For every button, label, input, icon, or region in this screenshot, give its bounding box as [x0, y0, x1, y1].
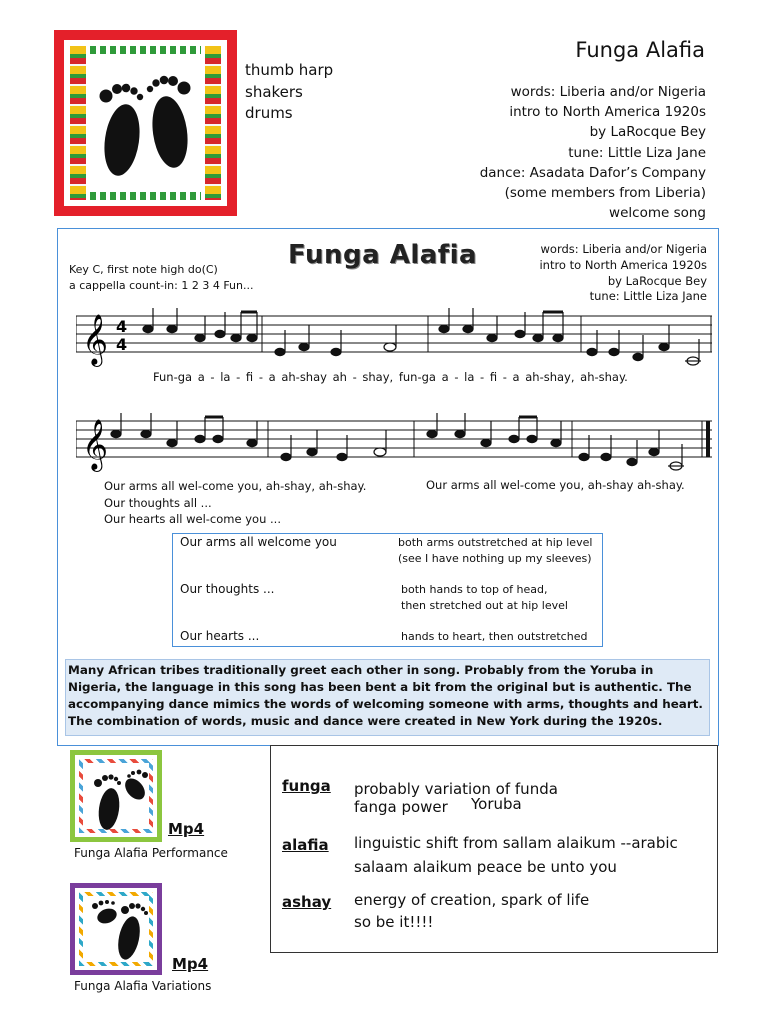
glossary-definition: so be it!!!!	[354, 913, 434, 931]
music-staff-2	[76, 411, 712, 473]
instrument-item: shakers	[245, 82, 303, 101]
credit-line: tune: Little Liza Jane	[589, 289, 707, 304]
key-line: Key C, first note high do(C)	[69, 263, 218, 276]
glossary-definition: fanga power	[354, 798, 448, 816]
lyrics-line-4: Our hearts all wel-come you ...	[104, 512, 281, 526]
movement-line: then stretched out at hip level	[401, 599, 568, 612]
glossary-definition: Yoruba	[471, 795, 522, 813]
key-instructions	[69, 262, 253, 294]
credit-line: intro to North America 1920s	[539, 257, 707, 272]
video-label: Funga Alafia Performance	[74, 846, 228, 860]
time-signature-top: 4	[116, 317, 128, 336]
footprints-icon	[92, 62, 202, 192]
glossary-term: alafia	[282, 836, 329, 854]
footprints-icon	[85, 765, 155, 835]
instrument-item: thumb harp	[245, 61, 334, 79]
credit-line: words: Liberia and/or Nigeria	[540, 242, 707, 256]
video-label: Funga Alafia Variations	[74, 979, 212, 993]
glossary-term: funga	[282, 777, 331, 795]
key-line: a cappella count-in: 1 2 3 4 Fun...	[69, 279, 254, 292]
credit-line: welcome song	[609, 205, 706, 222]
video-thumbnail-variations[interactable]	[70, 883, 162, 975]
lyrics-line-2b: Our arms all wel-come you, ah-shay ah-shay.	[426, 478, 685, 492]
treble-clef-icon: 𝄞	[82, 419, 109, 470]
music-credits	[539, 242, 707, 305]
glossary-definition: linguistic shift from sallam alaikum --arabic	[354, 834, 678, 852]
action-movement	[398, 535, 592, 567]
lyrics-line-2: Our arms all wel-come you, ah-shay, ah-shay.	[104, 479, 367, 493]
credit-line: words: Liberia and/or Nigeria	[510, 84, 706, 100]
instrument-list	[245, 60, 333, 125]
action-phrase: Our thoughts ...	[180, 582, 275, 596]
music-staff-1	[76, 306, 712, 368]
movement-line: both arms outstretched at hip level	[398, 536, 593, 549]
glossary-term: ashay	[282, 893, 332, 911]
credit-line: by LaRocque Bey	[589, 124, 706, 141]
credit-line: (some members from Liberia)	[504, 185, 706, 202]
footprints-icon	[85, 898, 155, 968]
action-movement	[401, 582, 568, 614]
action-phrase: Our hearts ...	[180, 629, 260, 643]
glossary-definition: salaam alaikum peace be unto you	[354, 858, 617, 876]
treble-clef-icon: 𝄞	[82, 314, 109, 365]
time-signature-bottom: 4	[116, 335, 128, 354]
credit-line: dance: Asadata Dafor’s Company	[479, 164, 706, 181]
footprints-logo	[54, 30, 237, 216]
info-text: Many African tribes traditionally greet each other in song. Probably from the Yoruba in Nigeria, the language in this song has been bent a bit from the original but is authentic. The accompanying dance mimics the words of welcoming someone with arms, thoughts and heart. The combination of words, music and dance were created in New York during the 1920s.	[68, 663, 703, 728]
credit-line: intro to North America 1920s	[509, 104, 706, 121]
video-thumbnail-performance[interactable]	[70, 750, 162, 842]
lyrics-line-3: Our thoughts all ...	[104, 495, 212, 510]
glossary-definition: probably variation of funda	[354, 780, 558, 798]
song-credits	[480, 82, 706, 223]
movement-line: both hands to top of head,	[401, 583, 548, 596]
credit-line: by LaRocque Bey	[607, 273, 707, 288]
instrument-item: drums	[245, 104, 293, 122]
action-movement: hands to heart, then outstretched	[401, 630, 588, 643]
lyrics-verses	[104, 478, 366, 528]
mp4-link-performance[interactable]: Mp4	[168, 820, 205, 838]
credit-line: tune: Little Liza Jane	[568, 144, 706, 161]
mp4-link-variations[interactable]: Mp4	[172, 955, 209, 973]
page-title: Funga Alafia	[575, 38, 705, 62]
action-phrase: Our arms all welcome you	[180, 535, 337, 549]
music-title: Funga Alafia	[288, 240, 478, 270]
lyrics-line-1: Fun-ga a - la - fi - a ah-shay ah - shay, fun-ga a - la - fi - a ah-shay, ah-shay.	[153, 370, 628, 384]
movement-line: (see I have nothing up my sleeves)	[398, 552, 592, 565]
glossary-definition: energy of creation, spark of life	[354, 891, 590, 909]
